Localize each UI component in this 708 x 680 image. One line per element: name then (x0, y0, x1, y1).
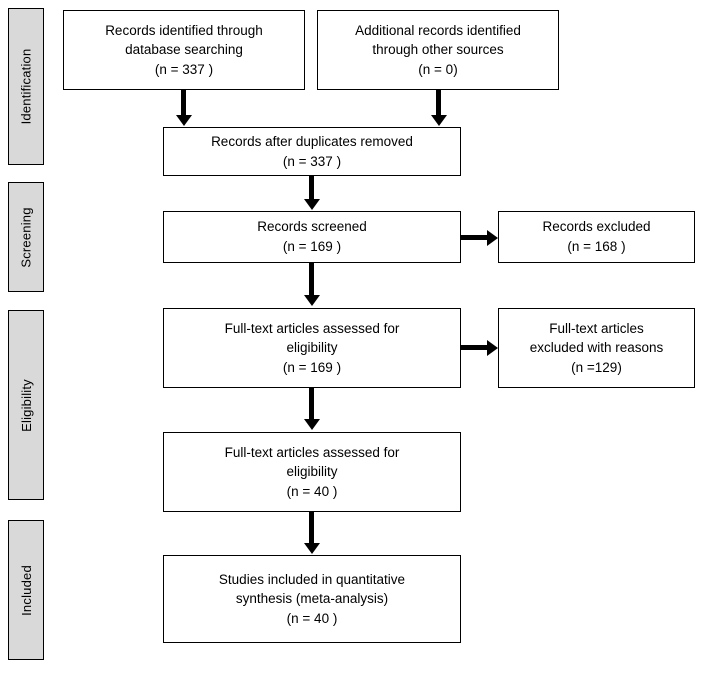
box-studies-included-synthesis (163, 555, 461, 643)
arrow-fulltext2-to-included (309, 512, 314, 544)
arrow-screened-to-excluded (461, 235, 488, 240)
phase-label-identification (8, 8, 44, 165)
box-line: database searching (125, 42, 243, 58)
arrow-duplicates-to-screened (309, 176, 314, 200)
box-line: Records after duplicates removed (211, 133, 413, 149)
box-line: Additional records identified (355, 22, 521, 38)
box-line: Full-text articles (549, 320, 644, 336)
box-fulltext-excluded-reasons (498, 308, 695, 388)
box-line: (n = 40 ) (286, 610, 338, 626)
arrow-fulltext-to-excluded-reasons (461, 345, 488, 350)
arrow-database-to-duplicates (181, 90, 186, 116)
phase-label-screening (8, 182, 44, 292)
box-line: Records excluded (542, 219, 651, 235)
box-line: (n = 169 ) (282, 239, 342, 254)
box-line: (n = 168 ) (567, 239, 626, 254)
arrow-screened-to-fulltext (309, 263, 314, 296)
box-fulltext-assessed-eligibility (163, 308, 461, 388)
box-line: Studies included in quantitative (218, 571, 406, 587)
box-line: (n = 337 ) (154, 61, 214, 77)
box-line: eligibility (286, 464, 338, 480)
box-line: (n = 0) (418, 61, 458, 77)
box-line: Records screened (257, 219, 367, 235)
phase-label-identification-text: Identification (18, 48, 34, 125)
box-line: Full-text articles assessed for (224, 444, 400, 460)
phase-label-included-text: Included (18, 564, 34, 616)
box-line: (n = 337 ) (282, 153, 342, 169)
box-line: (n = 40 ) (286, 483, 338, 499)
box-records-excluded (498, 211, 695, 263)
phase-label-included (8, 520, 44, 660)
box-line: Full-text articles assessed for (224, 320, 400, 336)
box-line: Records identified through (105, 22, 263, 38)
box-records-identified-database (63, 10, 305, 90)
phase-label-eligibility-text: Eligibility (18, 378, 34, 432)
box-line: synthesis (meta-analysis) (235, 591, 389, 607)
box-fulltext-assessed-eligibility-2 (163, 432, 461, 512)
box-records-identified-other (317, 10, 559, 90)
box-line: (n = 169 ) (282, 359, 342, 375)
box-line: excluded with reasons (529, 340, 664, 356)
box-line: through other sources (372, 42, 504, 58)
arrow-other-to-duplicates (436, 90, 441, 116)
phase-label-screening-text: Screening (18, 206, 34, 268)
box-line: eligibility (286, 340, 338, 356)
phase-label-eligibility (8, 310, 44, 500)
box-records-after-duplicates (163, 127, 461, 176)
box-records-screened (163, 211, 461, 263)
box-line: (n =129) (571, 359, 622, 375)
arrow-fulltext-to-fulltext2 (309, 388, 314, 420)
